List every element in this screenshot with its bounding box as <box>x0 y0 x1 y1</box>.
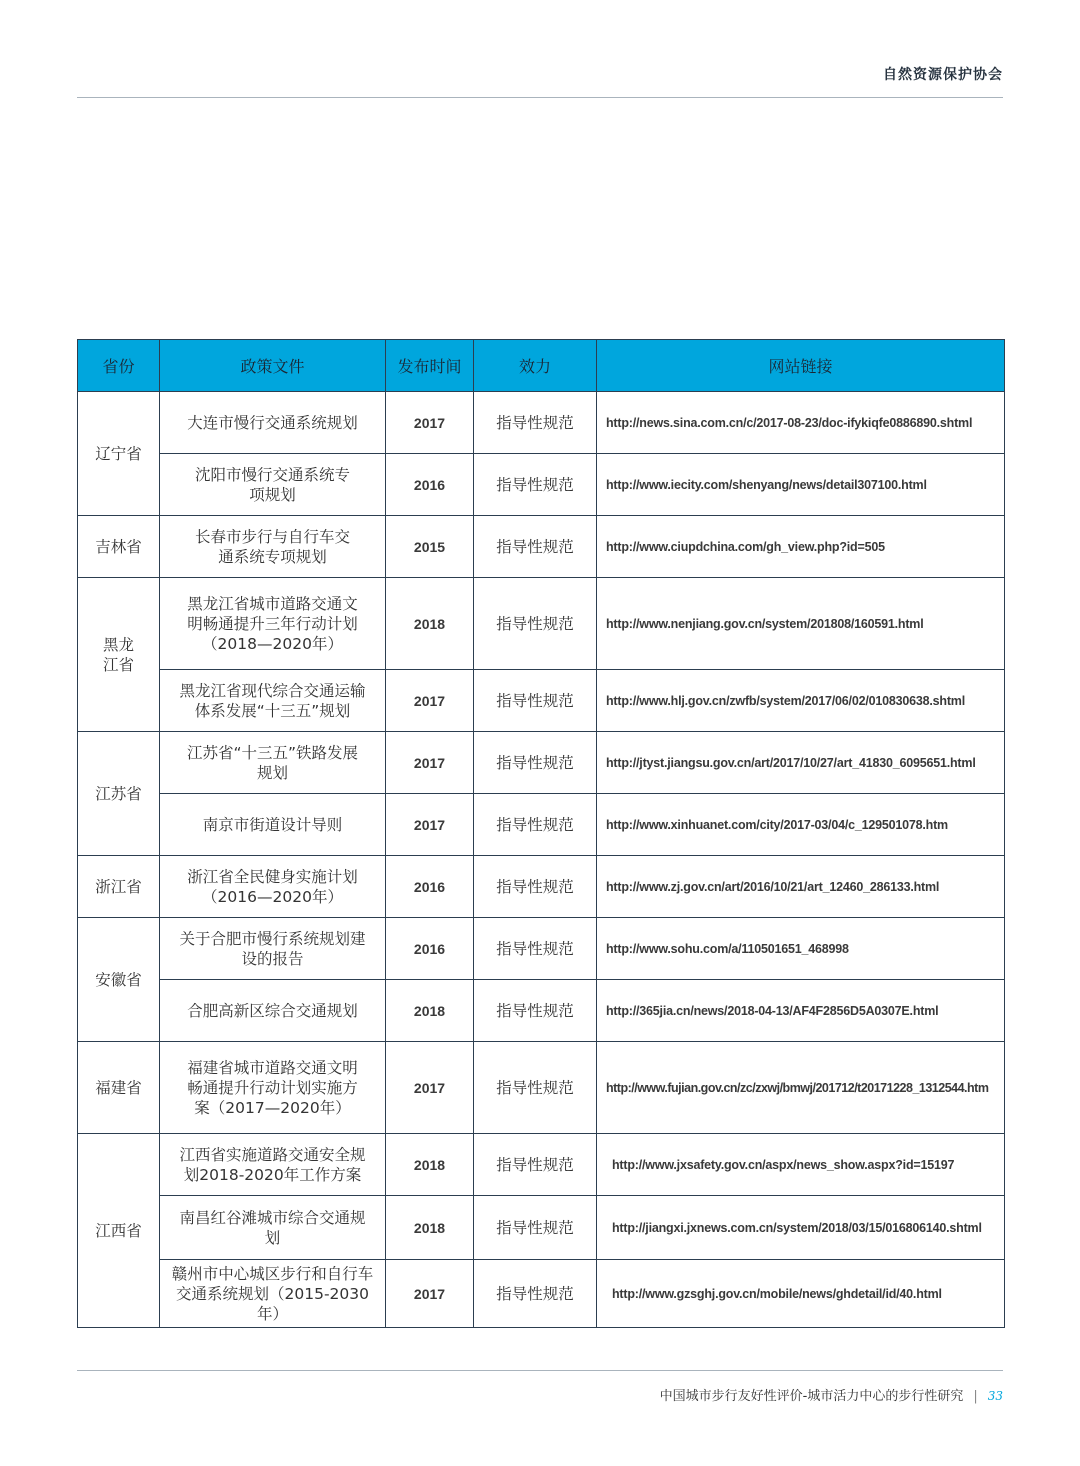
document-cell: 黑龙江省现代综合交通运输体系发展“十三五”规划 <box>160 670 386 732</box>
effect-cell: 指导性规范 <box>474 454 597 516</box>
effect-cell: 指导性规范 <box>474 732 597 794</box>
year-cell: 2018 <box>386 980 474 1042</box>
url-link[interactable]: http://jiangxi.jxnews.com.cn/system/2018/03/15/016806140.shtml <box>597 1196 1005 1260</box>
url-link[interactable]: http://www.zj.gov.cn/art/2016/10/21/art_12460_286133.html <box>597 856 1005 918</box>
year-cell: 2016 <box>386 856 474 918</box>
effect-cell: 指导性规范 <box>474 980 597 1042</box>
table-row <box>78 578 1005 670</box>
effect-cell: 指导性规范 <box>474 794 597 856</box>
year-cell: 2017 <box>386 670 474 732</box>
document-cell: 南京市街道设计导则 <box>160 794 386 856</box>
document-cell: 合肥高新区综合交通规划 <box>160 980 386 1042</box>
year-cell: 2017 <box>386 1042 474 1134</box>
url-link[interactable]: http://www.hlj.gov.cn/zwfb/system/2017/06/02/010830638.shtml <box>597 670 1005 732</box>
effect-cell: 指导性规范 <box>474 1196 597 1260</box>
table-row <box>78 1042 1005 1134</box>
table-row <box>78 392 1005 454</box>
province-cell: 江苏省 <box>78 732 160 856</box>
col-header-year: 发布时间 <box>386 340 474 392</box>
document-cell: 黑龙江省城市道路交通文明畅通提升三年行动计划（2018—2020年） <box>160 578 386 670</box>
col-header-url: 网站链接 <box>597 340 1005 392</box>
effect-cell: 指导性规范 <box>474 918 597 980</box>
table-row <box>78 454 1005 516</box>
policy-table <box>77 339 1005 1328</box>
year-cell: 2016 <box>386 454 474 516</box>
effect-cell: 指导性规范 <box>474 856 597 918</box>
effect-cell: 指导性规范 <box>474 392 597 454</box>
year-cell: 2015 <box>386 516 474 578</box>
province-cell: 安徽省 <box>78 918 160 1042</box>
effect-cell: 指导性规范 <box>474 1134 597 1196</box>
year-cell: 2018 <box>386 1134 474 1196</box>
col-header-document: 政策文件 <box>160 340 386 392</box>
province-cell: 吉林省 <box>78 516 160 578</box>
year-cell: 2017 <box>386 794 474 856</box>
effect-cell: 指导性规范 <box>474 578 597 670</box>
year-cell: 2018 <box>386 578 474 670</box>
document-cell: 关于合肥市慢行系统规划建设的报告 <box>160 918 386 980</box>
url-link[interactable]: http://www.ciupdchina.com/gh_view.php?id=505 <box>597 516 1005 578</box>
document-cell: 福建省城市道路交通文明畅通提升行动计划实施方案（2017—2020年） <box>160 1042 386 1134</box>
header-divider <box>77 97 1003 98</box>
effect-cell: 指导性规范 <box>474 1042 597 1134</box>
year-cell: 2016 <box>386 918 474 980</box>
footer <box>660 1385 1003 1404</box>
url-link[interactable]: http://www.fujian.gov.cn/zc/zxwj/bmwj/201712/t20171228_1312544.htm <box>597 1042 1005 1134</box>
table-row <box>78 732 1005 794</box>
organization-name: 自然资源保护协会 <box>883 67 1003 83</box>
url-link[interactable]: http://365jia.cn/news/2018-04-13/AF4F2856D5A0307E.html <box>597 980 1005 1042</box>
url-link[interactable]: http://www.gzsghj.gov.cn/mobile/news/ghdetail/id/40.html <box>597 1260 1005 1328</box>
effect-cell: 指导性规范 <box>474 670 597 732</box>
effect-cell: 指导性规范 <box>474 516 597 578</box>
url-link[interactable]: http://www.iecity.com/shenyang/news/detail307100.html <box>597 454 1005 516</box>
document-cell: 赣州市中心城区步行和自行车交通系统规划（2015-2030年） <box>160 1260 386 1328</box>
url-link[interactable]: http://news.sina.com.cn/c/2017-08-23/doc-ifykiqfe0886890.shtml <box>597 392 1005 454</box>
document-cell: 浙江省全民健身实施计划（2016—2020年） <box>160 856 386 918</box>
table-header-row <box>78 340 1005 392</box>
province-cell: 江西省 <box>78 1134 160 1328</box>
effect-cell: 指导性规范 <box>474 1260 597 1328</box>
url-link[interactable]: http://www.sohu.com/a/110501651_468998 <box>597 918 1005 980</box>
footer-separator: | <box>973 1389 978 1404</box>
document-cell: 沈阳市慢行交通系统专项规划 <box>160 454 386 516</box>
document-cell: 长春市步行与自行车交通系统专项规划 <box>160 516 386 578</box>
url-link[interactable]: http://www.nenjiang.gov.cn/system/201808/160591.html <box>597 578 1005 670</box>
province-cell: 辽宁省 <box>78 392 160 516</box>
table-row <box>78 794 1005 856</box>
col-header-effect: 效力 <box>474 340 597 392</box>
page-number: 33 <box>987 1389 1003 1403</box>
province-cell: 浙江省 <box>78 856 160 918</box>
year-cell: 2017 <box>386 392 474 454</box>
table-row <box>78 1196 1005 1260</box>
document-cell: 江西省实施道路交通安全规划2018-2020年工作方案 <box>160 1134 386 1196</box>
url-link[interactable]: http://www.jxsafety.gov.cn/aspx/news_show.aspx?id=15197 <box>597 1134 1005 1196</box>
year-cell: 2018 <box>386 1196 474 1260</box>
table-row <box>78 670 1005 732</box>
document-cell: 大连市慢行交通系统规划 <box>160 392 386 454</box>
url-link[interactable]: http://www.xinhuanet.com/city/2017-03/04/c_129501078.htm <box>597 794 1005 856</box>
table-row <box>78 856 1005 918</box>
year-cell: 2017 <box>386 1260 474 1328</box>
year-cell: 2017 <box>386 732 474 794</box>
table-row <box>78 1260 1005 1328</box>
document-cell: 南昌红谷滩城市综合交通规划 <box>160 1196 386 1260</box>
footer-divider <box>77 1370 1003 1371</box>
url-link[interactable]: http://jtyst.jiangsu.gov.cn/art/2017/10/27/art_41830_6095651.html <box>597 732 1005 794</box>
province-cell: 黑龙江省 <box>78 578 160 732</box>
table-row <box>78 1134 1005 1196</box>
table-row <box>78 980 1005 1042</box>
document-cell: 江苏省“十三五”铁路发展规划 <box>160 732 386 794</box>
table-row <box>78 516 1005 578</box>
footer-title: 中国城市步行友好性评价-城市活力中心的步行性研究 <box>659 1389 964 1404</box>
province-cell: 福建省 <box>78 1042 160 1134</box>
table-row <box>78 918 1005 980</box>
col-header-province: 省份 <box>78 340 160 392</box>
